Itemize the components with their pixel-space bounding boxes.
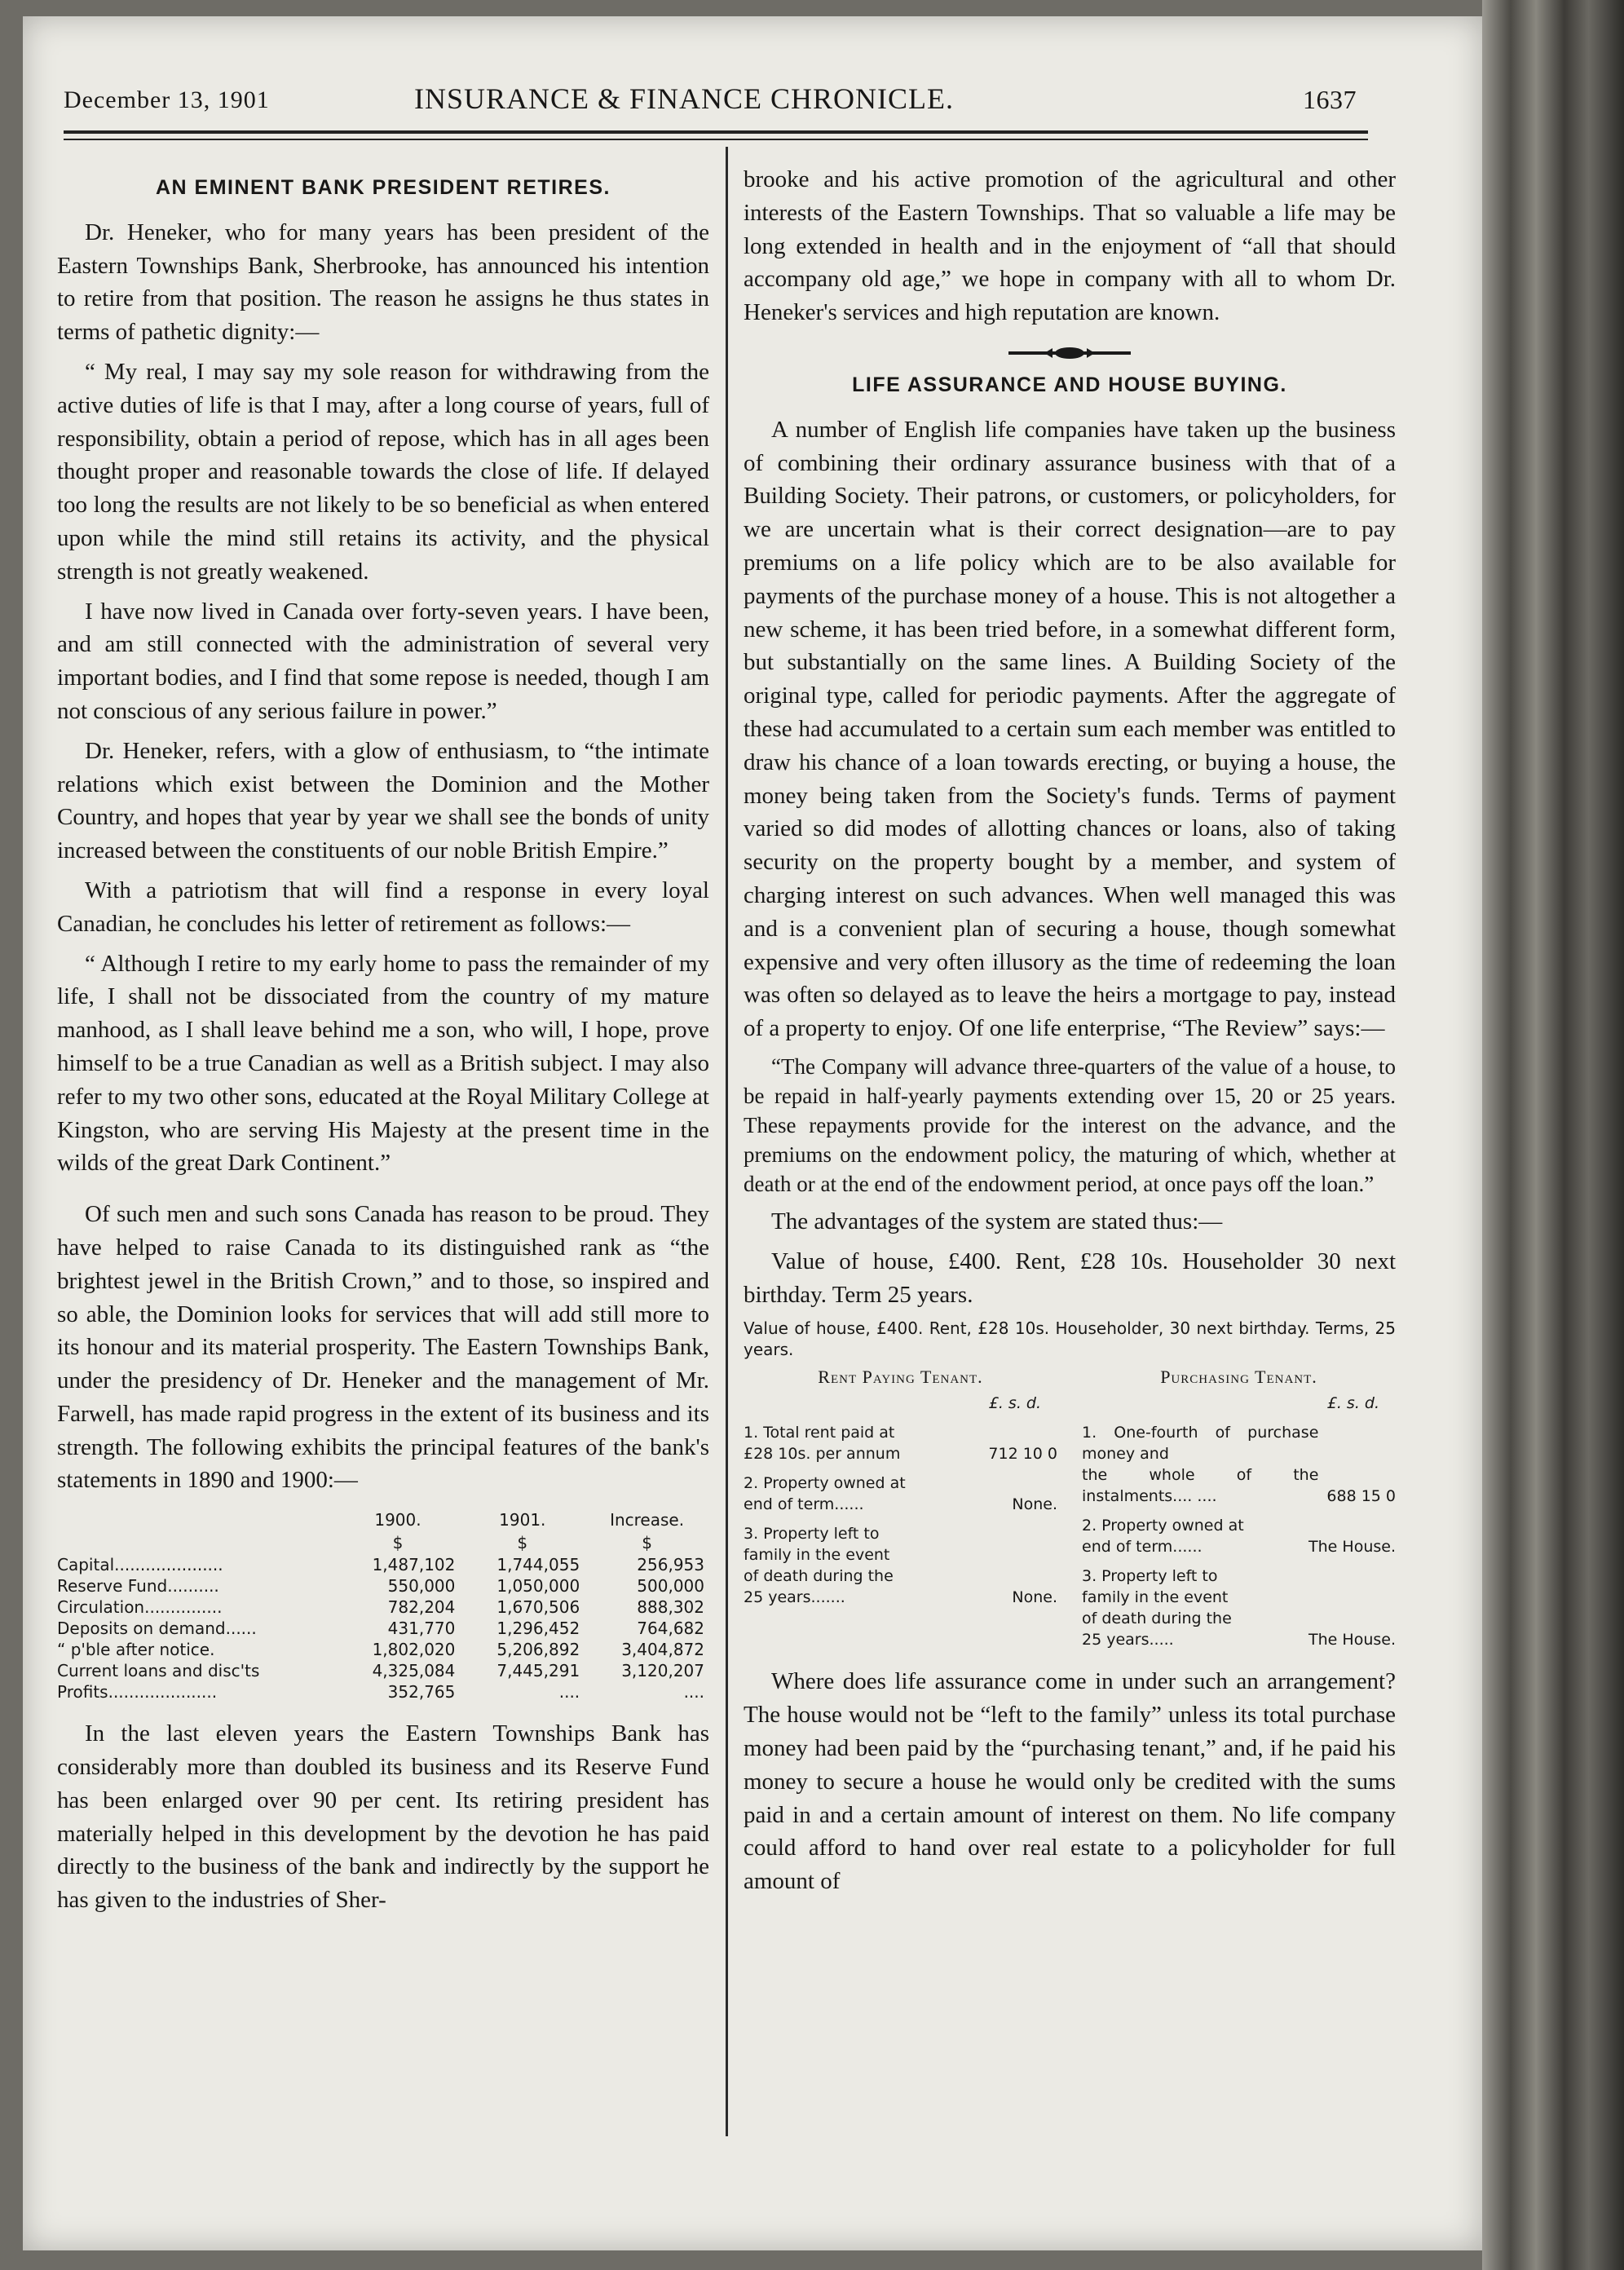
value-1900: 352,765 <box>387 1682 456 1702</box>
table-header: 1901. <box>499 1510 546 1530</box>
table-header-row <box>57 1508 709 1531</box>
table-header <box>57 1508 336 1531</box>
purchasing-heading: Purchasing Tenant. <box>1160 1367 1317 1388</box>
value-1900: 4,325,084 <box>372 1661 456 1681</box>
paragraph: Dr. Heneker, refers, with a glow of enthusiasm, to “the intimate relations which exist between the Dominion and the Mother Country, and hopes that year by year we shall see the bonds of unity increased between the constituents of our noble British Empire.” <box>57 737 709 864</box>
page-header <box>64 82 1368 127</box>
value-1900: 1,487,102 <box>372 1555 456 1575</box>
table-row <box>57 1597 709 1618</box>
table-unit: $ <box>642 1533 652 1553</box>
list-item <box>744 1473 1057 1515</box>
value-increase: .... <box>683 1682 704 1702</box>
paragraph: “ Although I retire to my early home to pass the remainder of my life, I shall not be dissociated from the country of my mature manhood, as I shall leave behind me a son, who will, I hope, prove himself to be a true Canadian as well as a British subject. I may also refer to my two other sons, educated at the Royal Military College at Kingston, who are serving His Majesty at the present time in the wilds of the great Dark Continent.” <box>57 950 709 1177</box>
table-header: Increase. <box>610 1510 685 1530</box>
currency-units: £. s. d. <box>1326 1394 1379 1413</box>
value-increase: 3,120,207 <box>621 1661 704 1681</box>
value-1901: 1,050,000 <box>496 1576 580 1597</box>
table-header: 1900. <box>374 1510 421 1530</box>
value-increase: 256,953 <box>637 1555 704 1575</box>
paragraph: With a patriotism that will find a response in every loyal Canadian, he concludes his letter of retirement as follows:— <box>57 877 709 937</box>
paragraph: Where does life assurance come in under such an arrangement? The house would not be “left to the family” unless its total purchase money had been paid by the “purchasing tenant,” and, if he paid his money to secure a house he would only be credited with the sums paid in and a certain amount of interest on them. No life company could afford to hand over real estate to a policyholder for full amount of <box>744 1668 1396 1895</box>
tenant-comparison <box>744 1367 1396 1650</box>
table-unit <box>57 1531 336 1554</box>
row-label: Current loans and disc'ts <box>57 1661 260 1681</box>
article-title-bank: AN EMINENT BANK PRESIDENT RETIRES. <box>156 176 611 199</box>
table-row <box>57 1554 709 1575</box>
journal-title: INSURANCE & FINANCE CHRONICLE. <box>414 82 955 115</box>
table-unit-row <box>57 1531 709 1554</box>
table-row <box>57 1575 709 1597</box>
row-label: Circulation............... <box>57 1597 223 1618</box>
value-1900: 1,802,020 <box>372 1640 456 1660</box>
value-increase: 888,302 <box>637 1597 704 1618</box>
table-unit: $ <box>392 1533 404 1553</box>
example-summary: Value of house, £400. Rent, £28 10s. Householder, 30 next birthday. Terms, 25 years. <box>744 1318 1396 1360</box>
rent-paying-column <box>744 1367 1057 1650</box>
column-divider <box>726 147 728 2136</box>
value-1901: 5,206,892 <box>496 1640 580 1660</box>
list-item <box>1082 1566 1396 1650</box>
list-item <box>744 1523 1057 1608</box>
row-label: “ p'ble after notice. <box>57 1640 215 1660</box>
paragraph: “ My real, I may say my sole reason for withdrawing from the active duties of life is that I may, after a long course of years, full of responsibility, obtain a period of repose, which has in all ages been thought proper and reasonable towards the close of life. If delayed too long the results are not likely to be so beneficial as when entered upon while the mind still retains its activity, and the physical strength is not greatly weakened. <box>57 358 709 585</box>
bank-statement-table <box>57 1508 709 1702</box>
item-amount: 688 15 0 <box>1326 1487 1396 1506</box>
purchasing-column <box>1082 1367 1396 1650</box>
item-amount: The House. <box>1308 1631 1396 1650</box>
header-rule-thin <box>64 139 1368 140</box>
item-text: 2. Property owned at end of term...... <box>744 1474 906 1514</box>
table-row <box>57 1639 709 1660</box>
paragraph: I have now lived in Canada over forty-seven years. I have been, and am still connected with the administration of several very important bodies, and I find that some repose is needed, though I am not conscious of any serious failure in power.” <box>57 598 709 724</box>
value-1900: 550,000 <box>387 1576 456 1597</box>
currency-units: £. s. d. <box>988 1394 1041 1413</box>
article-title-life: LIFE ASSURANCE AND HOUSE BUYING. <box>852 373 1287 396</box>
list-item <box>1082 1422 1396 1507</box>
rent-paying-heading: Rent Paying Tenant. <box>818 1367 983 1388</box>
value-increase: 3,404,872 <box>621 1640 704 1660</box>
value-1901: 1,670,506 <box>496 1597 580 1618</box>
table-row <box>57 1660 709 1681</box>
item-amount: None. <box>1012 1588 1057 1607</box>
paragraph: Dr. Heneker, who for many years has been president of the Eastern Townships Bank, Sherbrooke, has announced his intention to retire from that position. The reason he assigns he thus states in terms of pathetic dignity:— <box>57 219 709 346</box>
left-column <box>57 163 709 1917</box>
item-amount: 712 10 0 <box>988 1445 1057 1464</box>
list-item <box>1082 1515 1396 1557</box>
row-label: Reserve Fund.......... <box>57 1576 219 1597</box>
header-rule <box>64 130 1368 134</box>
item-text: 3. Property left to family in the event of death during the 25 years....... <box>744 1525 894 1607</box>
paragraph: A number of English life companies have taken up the business of combining their ordinary assurance business with that of a Building Society. Their patrons, or customers, or policyholders, for we are uncertain what is their correct designation—are to pay premiums on a life policy which are to be also available for payments of the purchase money of a house. This is not altogether a new scheme, it has been tried before, in a somewhat different form, but substantially on the same lines. A Building Society of the original type, called for periodic payments. After the aggregate of these had accumulated to a certain sum each member was entitled to draw his chance of a loan towards erecting, or buying a house, the money being taken from the Society's funds. Terms of payment varied so did modes of allotting chances or loans, also of taking security on the property bought by a member, and system of charging interest on such advances. When well managed this was and is a convenient plan of securing a house, though somewhat expensive and very often illusory as the time of redeeming the loan was often so delayed as to leave the heirs a mortgage to pay, instead of a property to enjoy. Of one life enterprise, “The Review” says:— <box>744 416 1396 1042</box>
paragraph: The advantages of the system are stated thus:— <box>771 1208 1223 1234</box>
value-1900: 782,204 <box>387 1597 456 1618</box>
value-increase: 764,682 <box>637 1619 704 1639</box>
page-number: 1637 <box>1303 85 1357 114</box>
item-text: 2. Property owned at end of term...... <box>1082 1517 1244 1557</box>
section-divider-ornament-icon <box>1008 346 1131 360</box>
value-1901: 7,445,291 <box>496 1661 580 1681</box>
list-item <box>744 1422 1057 1464</box>
value-1901: 1,744,055 <box>496 1555 580 1575</box>
row-label: Capital..................... <box>57 1555 223 1575</box>
paragraph: Of such men and such sons Canada has reason to be proud. They have helped to raise Canada to its distinguished rank as “the brightest jewel in the British Crown,” and to those, so inspired and so able, the Dominion looks for services that will add still more to its honour and its material prosperity. The Eastern Townships Bank, under the presidency of Dr. Heneker and the management of Mr. Farwell, has made rapid progress in the extent of its business and its strength. The following exhibits the principal features of the bank's statements in 1890 and 1900:— <box>57 1201 709 1494</box>
paragraph-continued: brooke and his active promotion of the agricultural and other interests of the Eastern Townships. That so valuable a life may be long extended in health and in the enjoyment of “all that should accompany old age,” we hope in company with all to whom Dr. Heneker's services and high reputation are known. <box>744 166 1396 326</box>
value-1900: 431,770 <box>387 1619 456 1639</box>
item-amount: The House. <box>1308 1538 1396 1557</box>
item-text: 1. One-fourth of purchase money and the whole of the instalments.... .... <box>1082 1424 1319 1506</box>
paragraph: In the last eleven years the Eastern Townships Bank has considerably more than doubled its business and its Reserve Fund has been enlarged over 90 per cent. Its retiring president has materially helped in this development by the devotion he has paid directly to the business of the bank and indirectly by the support he has given to the industries of Sher- <box>57 1720 709 1914</box>
value-1901: 1,296,452 <box>496 1619 580 1639</box>
header-date: December 13, 1901 <box>64 86 270 113</box>
quote-paragraph: “The Company will advance three-quarters of the value of a house, to be repaid in half-yearly payments extending over 15, 20 or 25 years. These repayments provide for the interest on the advance, and the premiums on the endowment policy, the maturing of which, whether at death or at the end of the endowment period, at once pays off the loan.” <box>744 1053 1396 1196</box>
row-label: Deposits on demand...... <box>57 1619 257 1639</box>
page-gutter-shadow <box>1482 0 1624 2270</box>
table-row <box>57 1681 709 1702</box>
right-column <box>744 163 1396 1898</box>
item-text: 3. Property left to family in the event of death during the 25 years..... <box>1082 1567 1232 1650</box>
row-label: Profits..................... <box>57 1682 218 1702</box>
paragraph: Value of house, £400. Rent, £28 10s. Householder 30 next birthday. Term 25 years. <box>744 1248 1396 1308</box>
table-unit: $ <box>517 1533 528 1553</box>
item-amount: None. <box>1012 1495 1057 1514</box>
value-increase: 500,000 <box>637 1576 704 1597</box>
item-text: 1. Total rent paid at £28 10s. per annum <box>744 1424 901 1464</box>
value-1901: .... <box>558 1682 580 1702</box>
table-row <box>57 1618 709 1639</box>
